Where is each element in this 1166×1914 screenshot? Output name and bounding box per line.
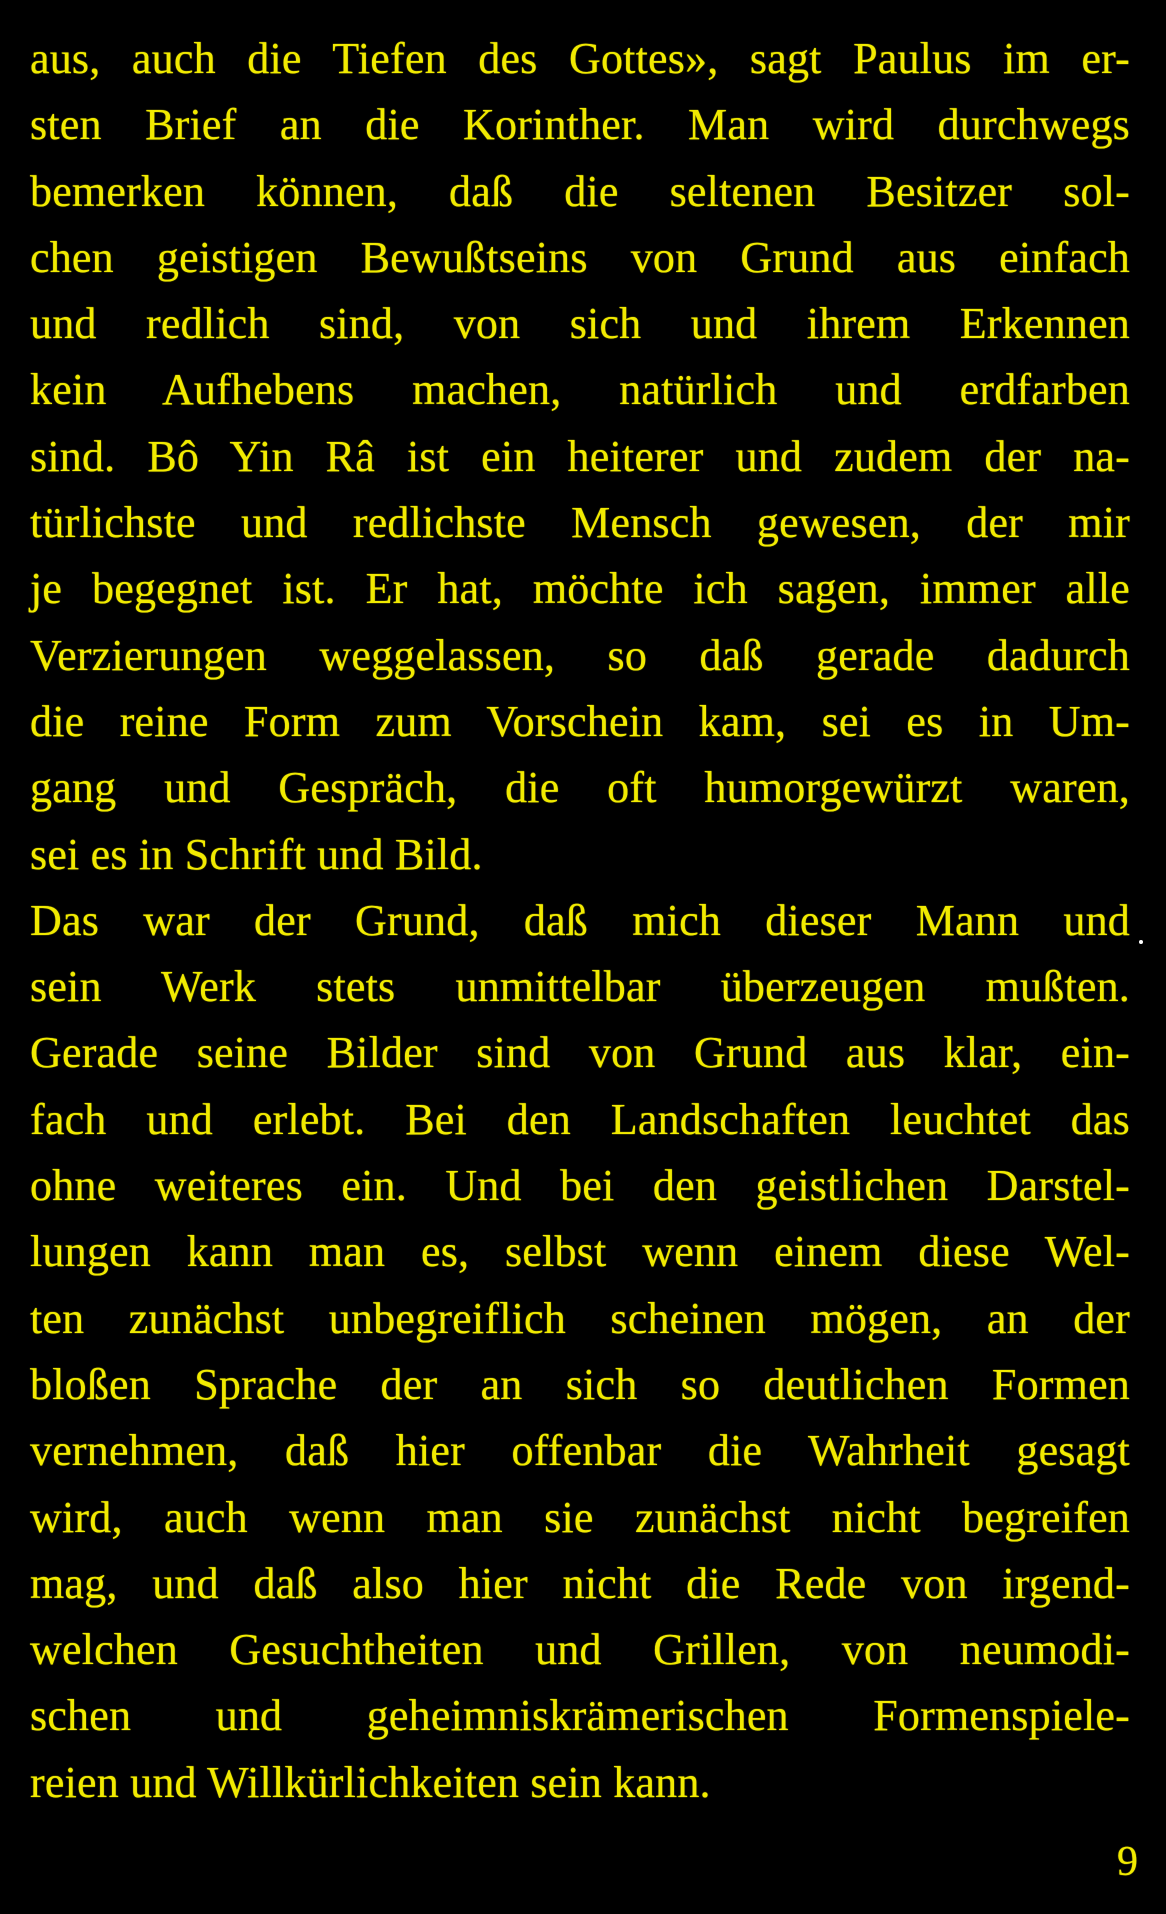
text-line: wird, auch wenn man sie zunächst nicht begreifen <box>30 1492 1130 1542</box>
body-text <box>30 26 1130 1816</box>
text-line: gang und Gespräch, die oft humorgewürzt waren, <box>30 763 1130 813</box>
text-line: lungen kann man es, selbst wenn einem diese Wel- <box>30 1227 1130 1277</box>
text-line: sind. Bô Yin Râ ist ein heiterer und zudem der na- <box>30 431 1130 481</box>
text-line: aus, auch die Tiefen des Gottes», sagt Paulus im er- <box>30 34 1130 83</box>
text-line: schen und geheimniskrämerischen Formenspiele- <box>30 1691 1130 1741</box>
text-line-paragraph-end: sei es in Schrift und Bild. <box>30 829 483 879</box>
text-line: bloßen Sprache der an sich so deutlichen Formen <box>30 1359 1130 1409</box>
text-line: ohne weiteres ein. Und bei den geistlichen Darstel- <box>30 1161 1130 1211</box>
text-line: je begegnet ist. Er hat, möchte ich sagen, immer alle <box>30 564 1130 614</box>
text-line: fach und erlebt. Bei den Landschaften leuchtet das <box>30 1094 1130 1144</box>
text-line: Das war der Grund, daß mich dieser Mann und <box>30 895 1130 945</box>
text-line: vernehmen, daß hier offenbar die Wahrheit gesagt <box>30 1426 1130 1476</box>
text-line: türlichste und redlichste Mensch gewesen, der mir <box>30 498 1130 548</box>
text-line: bemerken können, daß die seltenen Besitzer sol- <box>30 166 1130 216</box>
text-line: chen geistigen Bewußtseins von Grund aus einfach <box>30 232 1130 282</box>
text-line: mag, und daß also hier nicht die Rede von irgend- <box>30 1558 1130 1608</box>
scan-artifact-dot <box>1139 940 1143 944</box>
text-line: Gerade seine Bilder sind von Grund aus klar, ein- <box>30 1028 1130 1078</box>
text-line: die reine Form zum Vorschein kam, sei es in Um- <box>30 696 1130 746</box>
text-line: ten zunächst unbegreiflich scheinen mögen, an der <box>30 1293 1130 1343</box>
text-line: kein Aufhebens machen, natürlich und erdfarben <box>30 365 1130 415</box>
page-number: 9 <box>1117 1839 1138 1885</box>
text-line: sten Brief an die Korinther. Man wird durchwegs <box>30 100 1130 150</box>
text-line: Verzierungen weggelassen, so daß gerade dadurch <box>30 630 1130 680</box>
text-line: welchen Gesuchtheiten und Grillen, von neumodi- <box>30 1625 1130 1675</box>
text-line: sein Werk stets unmittelbar überzeugen mußten. <box>30 962 1130 1012</box>
text-line: und redlich sind, von sich und ihrem Erkennen <box>30 299 1130 349</box>
text-line-paragraph-end: reien und Willkürlichkeiten sein kann. <box>30 1757 711 1807</box>
